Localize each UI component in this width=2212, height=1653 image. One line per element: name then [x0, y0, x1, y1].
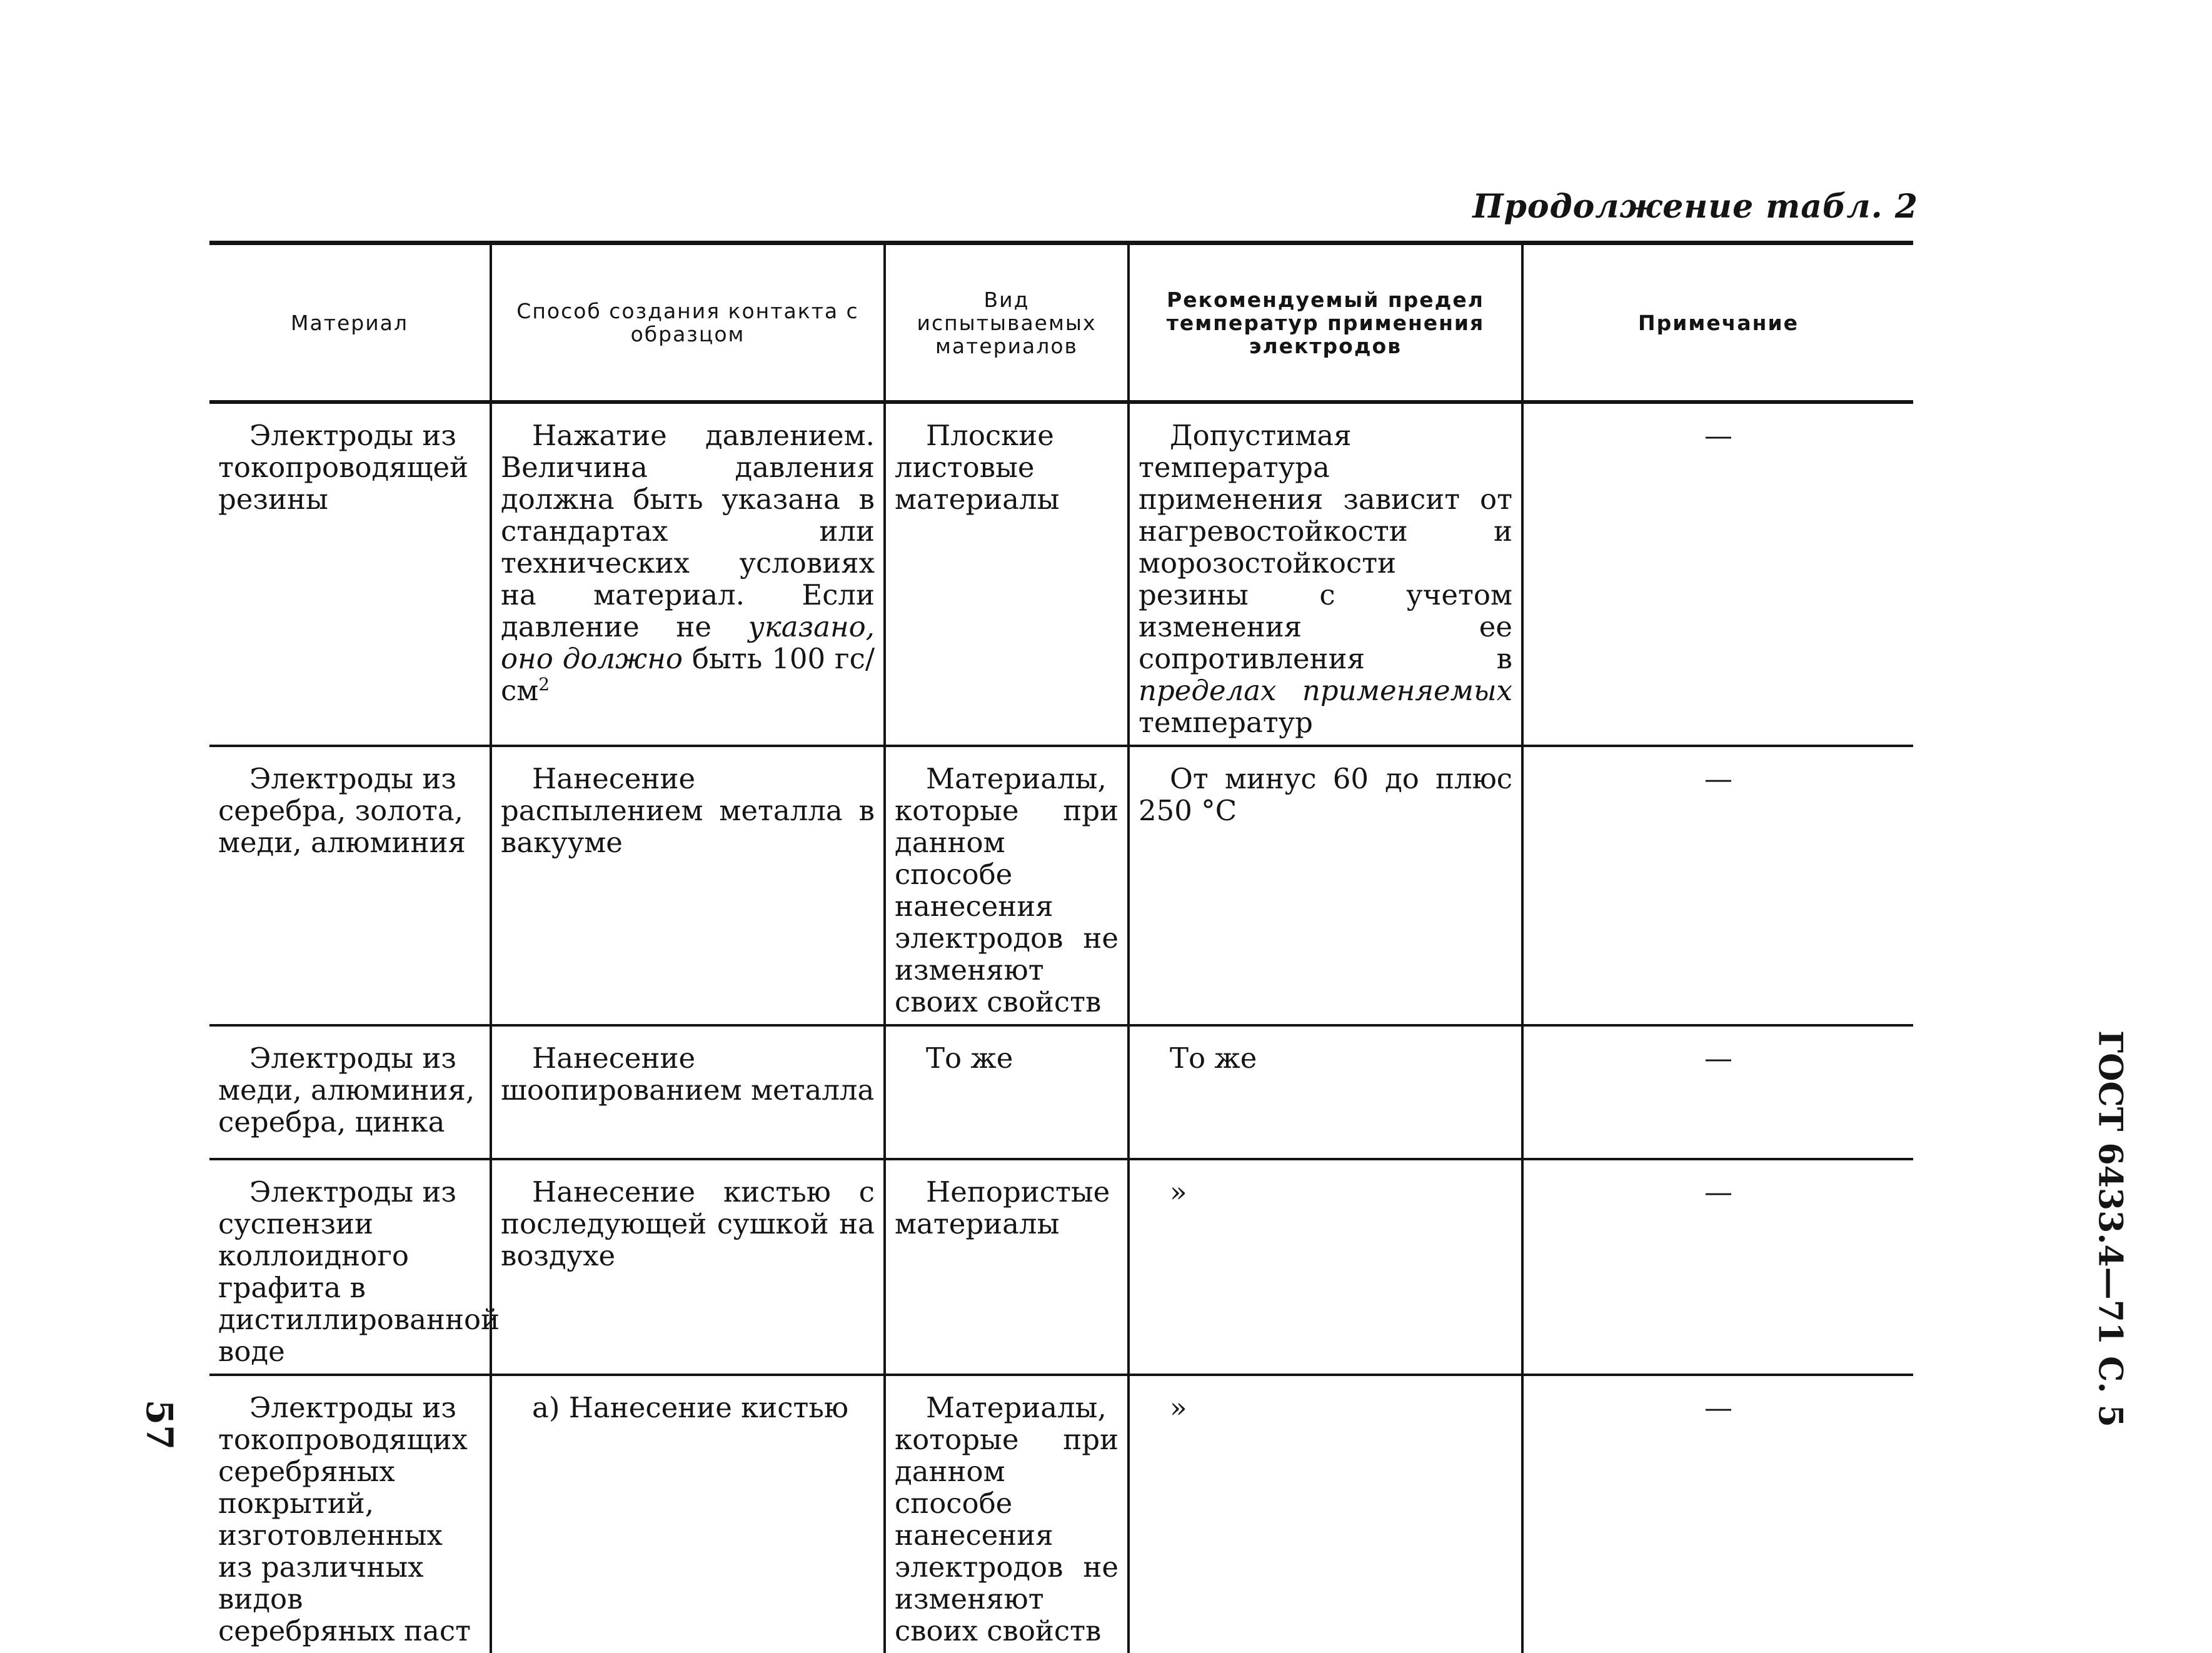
table-row [209, 1375, 1913, 1653]
kind-cell: Материалы, которые при данном способе нанесения электродов не изменяют своих свойств [895, 1391, 1119, 1647]
materials-table [209, 241, 1913, 1653]
table-row [209, 746, 1913, 1025]
note-cell: — [1704, 762, 1732, 795]
table-row [209, 402, 1913, 746]
method-cell: Нанесение распылением металла в вакууме [501, 762, 875, 859]
note-cell: — [1704, 1042, 1732, 1075]
method-superscript: 2 [538, 674, 550, 695]
header-note: Примечание [1522, 243, 1913, 403]
kind-cell: Материалы, которые при данном способе нанесения электродов не изменяют своих свойств [895, 762, 1119, 1018]
method-text: Нажатие давлением. Величина давления должна быть указана в стандартах или технических условиях на материал. Если давление не [501, 419, 875, 643]
kind-cell: Непористые материалы [895, 1175, 1110, 1240]
page-number: 57 [138, 1399, 181, 1450]
material-cell: Электроды из токопроводящей резины [218, 419, 469, 516]
table-header-row [209, 243, 1913, 403]
temperature-cell [1130, 404, 1521, 745]
table-row [209, 1159, 1913, 1375]
temperature-italic-text: пределах применяемых [1139, 674, 1512, 707]
kind-cell: Плоские листовые материалы [895, 419, 1060, 516]
table-caption: Продолжение табл. 2 [1472, 188, 1918, 226]
note-cell: — [1704, 1175, 1732, 1208]
temperature-tail-text: температур [1139, 706, 1313, 739]
material-cell: Электроды из меди, алюминия, серебра, цинка [218, 1042, 475, 1138]
note-cell: — [1704, 419, 1732, 452]
method-italic-text: указано, оно должно [501, 610, 875, 675]
material-cell: Электроды из токопроводящих серебряных покрытий, изготовленных из различных видов серебряных паст [218, 1391, 471, 1647]
header-method: Способ создания контакта с образцом [491, 243, 885, 403]
material-cell: Электроды из серебра, золота, меди, алюминия [218, 762, 466, 859]
header-kind: Вид испытываемых материалов [885, 243, 1129, 403]
method-cell [492, 404, 883, 713]
method-tail-text: быть 100 гс/см [501, 642, 875, 707]
temperature-cell: » [1170, 1391, 1187, 1424]
material-cell: Электроды из суспензии коллоидного графита в дистиллированной воде [218, 1175, 500, 1368]
temperature-cell: От минус 60 до плюс 250 °С [1139, 762, 1512, 827]
method-cell: Нанесение шоопированием металла [501, 1042, 875, 1107]
method-cell: а) Нанесение кистью [532, 1391, 849, 1424]
table-row [209, 1025, 1913, 1159]
temperature-text: Допустимая температура применения зависит от нагревостойкости и морозостойкости резины с учетом изменения ее сопротивления в [1139, 419, 1512, 675]
standard-designation: ГОСТ 6433.4—71 С. 5 [2091, 1030, 2129, 1427]
note-cell: — [1704, 1391, 1732, 1424]
temperature-cell: » [1170, 1175, 1187, 1208]
temperature-cell: То же [1170, 1042, 1257, 1075]
method-cell: Нанесение кистью с последующей сушкой на воздухе [501, 1175, 875, 1272]
header-material: Материал [291, 310, 408, 335]
header-temperature: Рекомендуемый предел температур применения электродов [1129, 243, 1522, 403]
kind-cell: То же [926, 1042, 1013, 1075]
